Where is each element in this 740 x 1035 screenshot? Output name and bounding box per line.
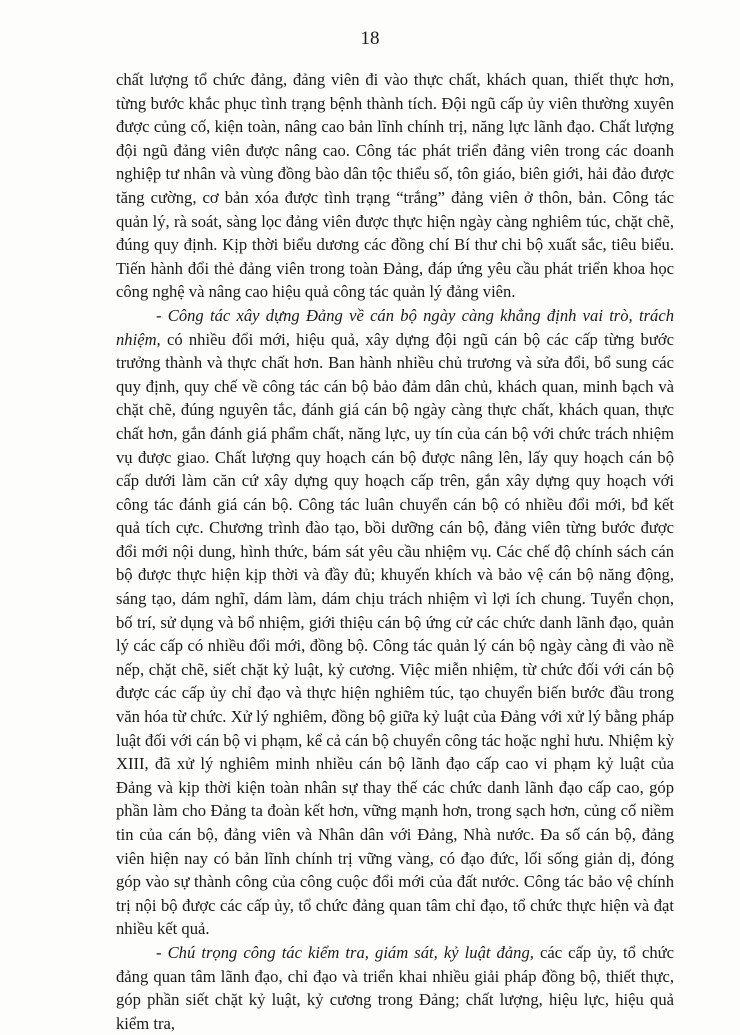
body-text [116,68,674,1035]
paragraph-1-text: chất lượng tổ chức đảng, đảng viên đi vào thực chất, khách quan, thiết thực hơn, từng bước khắc phục tình trạng bệnh thành tích. Đội ngũ cấp ủy viên thường xuyên được củng cố, kiện toàn, nâng cao bản lĩnh chính trị, năng lực lãnh đạo. Chất lượng đội ngũ đảng viên được nâng cao. Công tác phát triển đảng viên trong các doanh nghiệp tư nhân và vùng đồng bào dân tộc thiểu số, tôn giáo, biên giới, hải đảo được tăng cường, cơ bản xóa được tình trạng “trắng” đảng viên ở thôn, bản. Công tác quản lý, rà soát, sàng lọc đảng viên được thực hiện ngày càng nghiêm túc, chặt chẽ, đúng quy định. Kịp thời biểu dương các đồng chí Bí thư chi bộ xuất sắc, tiêu biểu. Tiến hành đổi thẻ đảng viên trong toàn Đảng, đáp ứng yêu cầu phát triển khoa học công nghệ và nâng cao hiệu quả công tác quản lý đảng viên. [116,70,674,302]
paragraph-3-text: các cấp ủy, tổ chức đảng quan tâm lãnh đạo, chỉ đạo và triển khai nhiều giải pháp đồng bộ, thiết thực, góp phần siết chặt kỷ luật, kỷ cương trong Đảng; chất lượng, hiệu lực, hiệu quả kiểm tra, [116,942,674,1033]
paragraph-1 [116,68,674,304]
paragraph-3 [116,941,674,1035]
paragraph-3-lead: - Chú trọng công tác kiểm tra, giám sát, kỷ luật đảng, [156,942,534,962]
paragraph-2-lead: - Công tác xây dựng Đảng về cán bộ ngày càng khẳng định vai trò, trách nhiệm, [116,305,674,349]
paragraph-2-text: có nhiều đổi mới, hiệu quả, xây dựng đội ngũ cán bộ các cấp từng bước trưởng thành và thực chất hơn. Ban hành nhiều chủ trương và sửa đổi, bổ sung các quy định, quy chế về công tác cán bộ bảo đảm dân chủ, khách quan, minh bạch và chặt chẽ, đúng nguyên tắc, đánh giá cán bộ ngày càng thực chất, khách quan, thực chất hơn, gắn đánh giá phẩm chất, năng lực, uy tín của cán bộ với chức trách nhiệm vụ được giao. Chất lượng quy hoạch cán bộ được nâng lên, lấy quy hoạch cán bộ cấp dưới làm căn cứ xây dựng quy hoạch cấp trên, gắn xây dựng quy hoạch với công tác đánh giá cán bộ. Công tác luân chuyển cán bộ có nhiều đổi mới, bđ kết quả tích cực. Chương trình đào tạo, bồi dưỡng cán bộ, đảng viên từng bước được đổi mới nội dung, hình thức, bám sát yêu cầu nhiệm vụ. Các chế độ chính sách cán bộ được thực hiện kịp thời và đầy đủ; khuyến khích và bảo vệ cán bộ năng động, sáng tạo, dám nghĩ, dám làm, dám chịu trách nhiệm vì lợi ích chung. Tuyển chọn, bố trí, sử dụng và bổ nhiệm, giới thiệu cán bộ ứng cử các chức danh lãnh đạo, quản lý các cấp có nhiều đổi mới, đồng bộ. Công tác quản lý cán bộ ngày càng đi vào nề nếp, chặt chẽ, siết chặt kỷ luật, kỷ cương. Việc miễn nhiệm, từ chức đối với cán bộ được các cấp ủy chỉ đạo và thực hiện nghiêm túc, tạo chuyển biến bước đầu trong văn hóa từ chức. Xử lý nghiêm, đồng bộ giữa kỷ luật của Đảng với xử lý bằng pháp luật đối với cán bộ vi phạm, kể cả cán bộ chuyển công tác hoặc nghỉ hưu. Nhiệm kỳ XIII, đã xử lý nghiêm minh nhiều cán bộ lãnh đạo cấp cao vi phạm kỷ luật của Đảng và kịp thời kiện toàn nhân sự thay thế các chức danh lãnh đạo cấp cao, góp phần làm cho Đảng ta đoàn kết hơn, vững mạnh hơn, trong sạch hơn, củng cố niềm tin của cán bộ, đảng viên và Nhân dân với Đảng, Nhà nước. Đa số cán bộ, đảng viên hiện nay có bản lĩnh chính trị vững vàng, có đạo đức, lối sống giản dị, đóng góp vào sự thành công của công cuộc đổi mới của đất nước. Công tác bảo vệ chính trị nội bộ được các cấp ủy, tổ chức đảng quan tâm chỉ đạo, tổ chức thực hiện và đạt nhiều kết quả. [116,329,674,939]
paragraph-2 [116,304,674,941]
page-number: 18 [360,28,380,49]
